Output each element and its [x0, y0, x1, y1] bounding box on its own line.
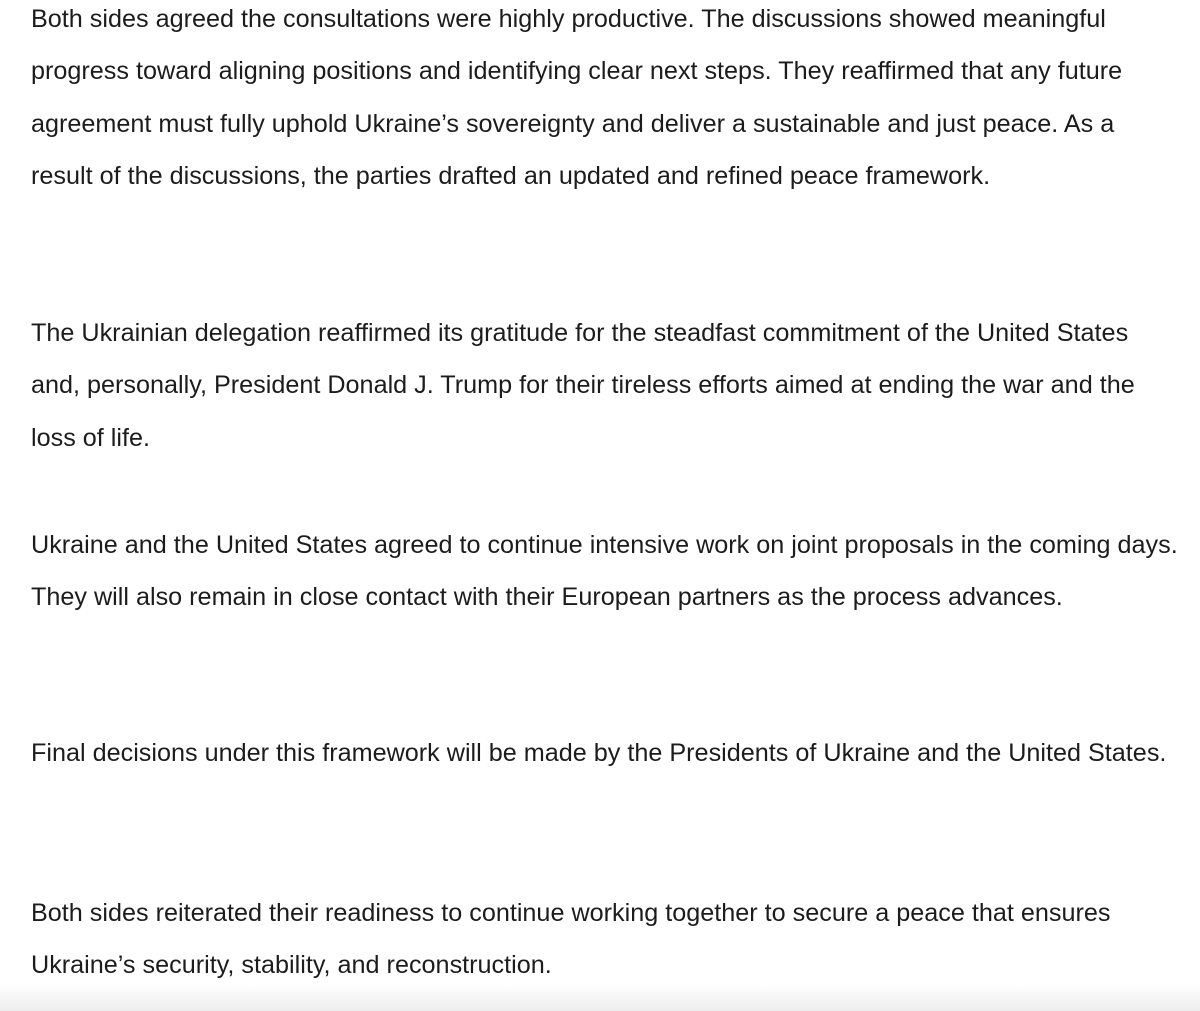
paragraph-joint-proposals: Ukraine and the United States agreed to continue intensive work on joint proposals in the coming days. They will also remain in close contact with their European partners as the process advances. — [31, 531, 1178, 612]
bottom-scroll-fade — [0, 985, 1200, 1011]
paragraph-readiness: Both sides reiterated their readiness to continue working together to secure a peace that ensures Ukraine’s security, stability, and reconstruction. — [31, 899, 1111, 980]
paragraph-consultations: Both sides agreed the consultations were highly productive. The discussions showed meaningful progress toward aligning positions and identifying clear next steps. They reaffirmed that any future agreement must fully uphold Ukraine’s sovereignty and deliver a sustainable and just peace. As a result of the discussions, the parties drafted an updated and refined peace framework. — [31, 5, 1123, 191]
paragraph-gratitude: The Ukrainian delegation reaffirmed its gratitude for the steadfast commitment of the United States and, personally, President Donald J. Trump for their tireless efforts aimed at ending the war and the loss of life. — [31, 319, 1135, 452]
paragraph-final-decisions: Final decisions under this framework will be made by the Presidents of Ukraine and the United States. — [31, 739, 1167, 767]
